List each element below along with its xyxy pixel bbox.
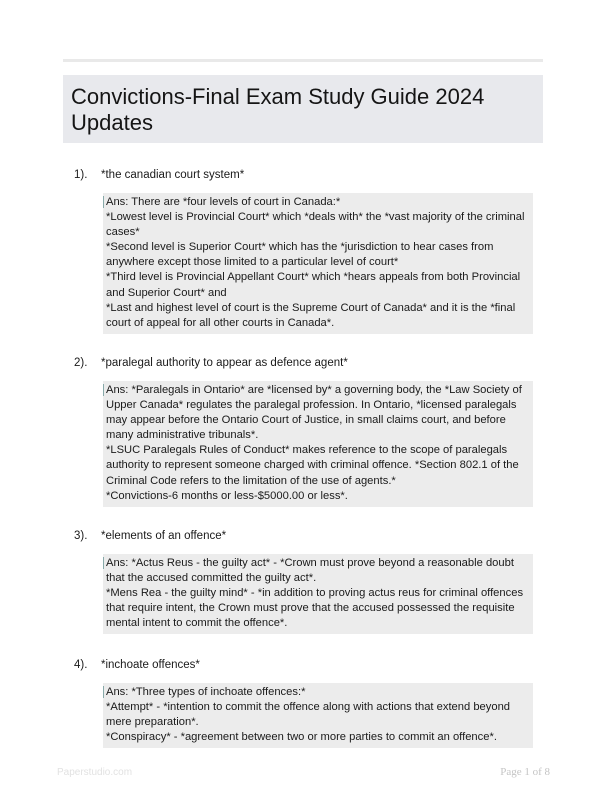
answer-line: *Convictions-6 months or less-$5000.00 or less*.: [106, 489, 348, 502]
cursor-bar: [103, 557, 104, 569]
question-number: 1).: [74, 169, 88, 181]
answer-line: *Second level is Superior Court* which has the *jurisdiction to hear cases from anywhere except those limited to a particular level of court*: [106, 241, 494, 269]
answer-block: [103, 683, 533, 748]
answer-line: Ans: *Actus Reus - the guilty act* - *Crown must prove beyond a reasonable doubt that the accused committed the guilty act*.: [106, 557, 514, 585]
question-prompt: *inchoate offences*: [101, 659, 200, 671]
cursor-bar: [103, 196, 104, 208]
answer-line: *Mens Rea - the guilty mind* - *in addition to proving actus reus for criminal offences that require intent, the Crown must prove that the accused possessed the requisite mental intent to commit the offence*.: [106, 587, 524, 630]
footer-watermark: Paperstudio.com: [57, 767, 133, 778]
answer-line: *Conspiracy* - *agreement between two or more parties to commit an offence*.: [106, 731, 497, 744]
answer-block: [103, 381, 533, 507]
question-number: 2).: [74, 357, 88, 369]
answer-block: [103, 554, 533, 634]
answer-line: *Attempt* - *intention to commit the offence along with actions that extend beyond mere preparation*.: [106, 701, 511, 729]
answer-line: *Last and highest level of court is the Supreme Court of Canada* and it is the *final court of appeal for all other courts in Canada*.: [106, 301, 516, 329]
question-number: 3).: [74, 530, 88, 542]
question-prompt: *elements of an offence*: [101, 530, 227, 542]
cursor-bar: [103, 384, 104, 396]
answer-line: Ans: There are *four levels of court in Canada:*: [106, 196, 341, 208]
top-divider: [63, 59, 543, 62]
answer-line: Ans: *Three types of inchoate offences:*: [106, 686, 306, 698]
answer-line: *Third level is Provincial Appellant Court* which *hears appeals from both Provincial and Superior Court* and: [106, 271, 521, 299]
answer-line: *Lowest level is Provincial Court* which *deals with* the *vast majority of the criminal cases*: [106, 211, 525, 239]
answer-line: Ans: *Paralegals in Ontario* are *licensed by* a governing body, the *Law Society of Upper Canada* regulates the paralegal profession. In Ontario, *licensed paralegals may appear before the Ontario Court of Justice, in small claims court, and before many administrative tribunals*.: [106, 384, 522, 442]
answer-block: [103, 193, 533, 334]
question-prompt: *the canadian court system*: [101, 169, 245, 181]
title-banner: [63, 75, 543, 143]
question-number: 4).: [74, 659, 88, 671]
answer-line: *LSUC Paralegals Rules of Conduct* makes reference to the scope of paralegals authority to represent someone charged with criminal offence. *Section 802.1 of the Criminal Code refers to the limitation of the use of agents.*: [106, 444, 519, 487]
question-prompt: *paralegal authority to appear as defence agent*: [101, 357, 348, 369]
page-number: Page 1 of 8: [500, 766, 550, 778]
cursor-bar: [103, 686, 104, 698]
page-title: Convictions-Final Exam Study Guide 2024 Updates: [71, 84, 485, 135]
